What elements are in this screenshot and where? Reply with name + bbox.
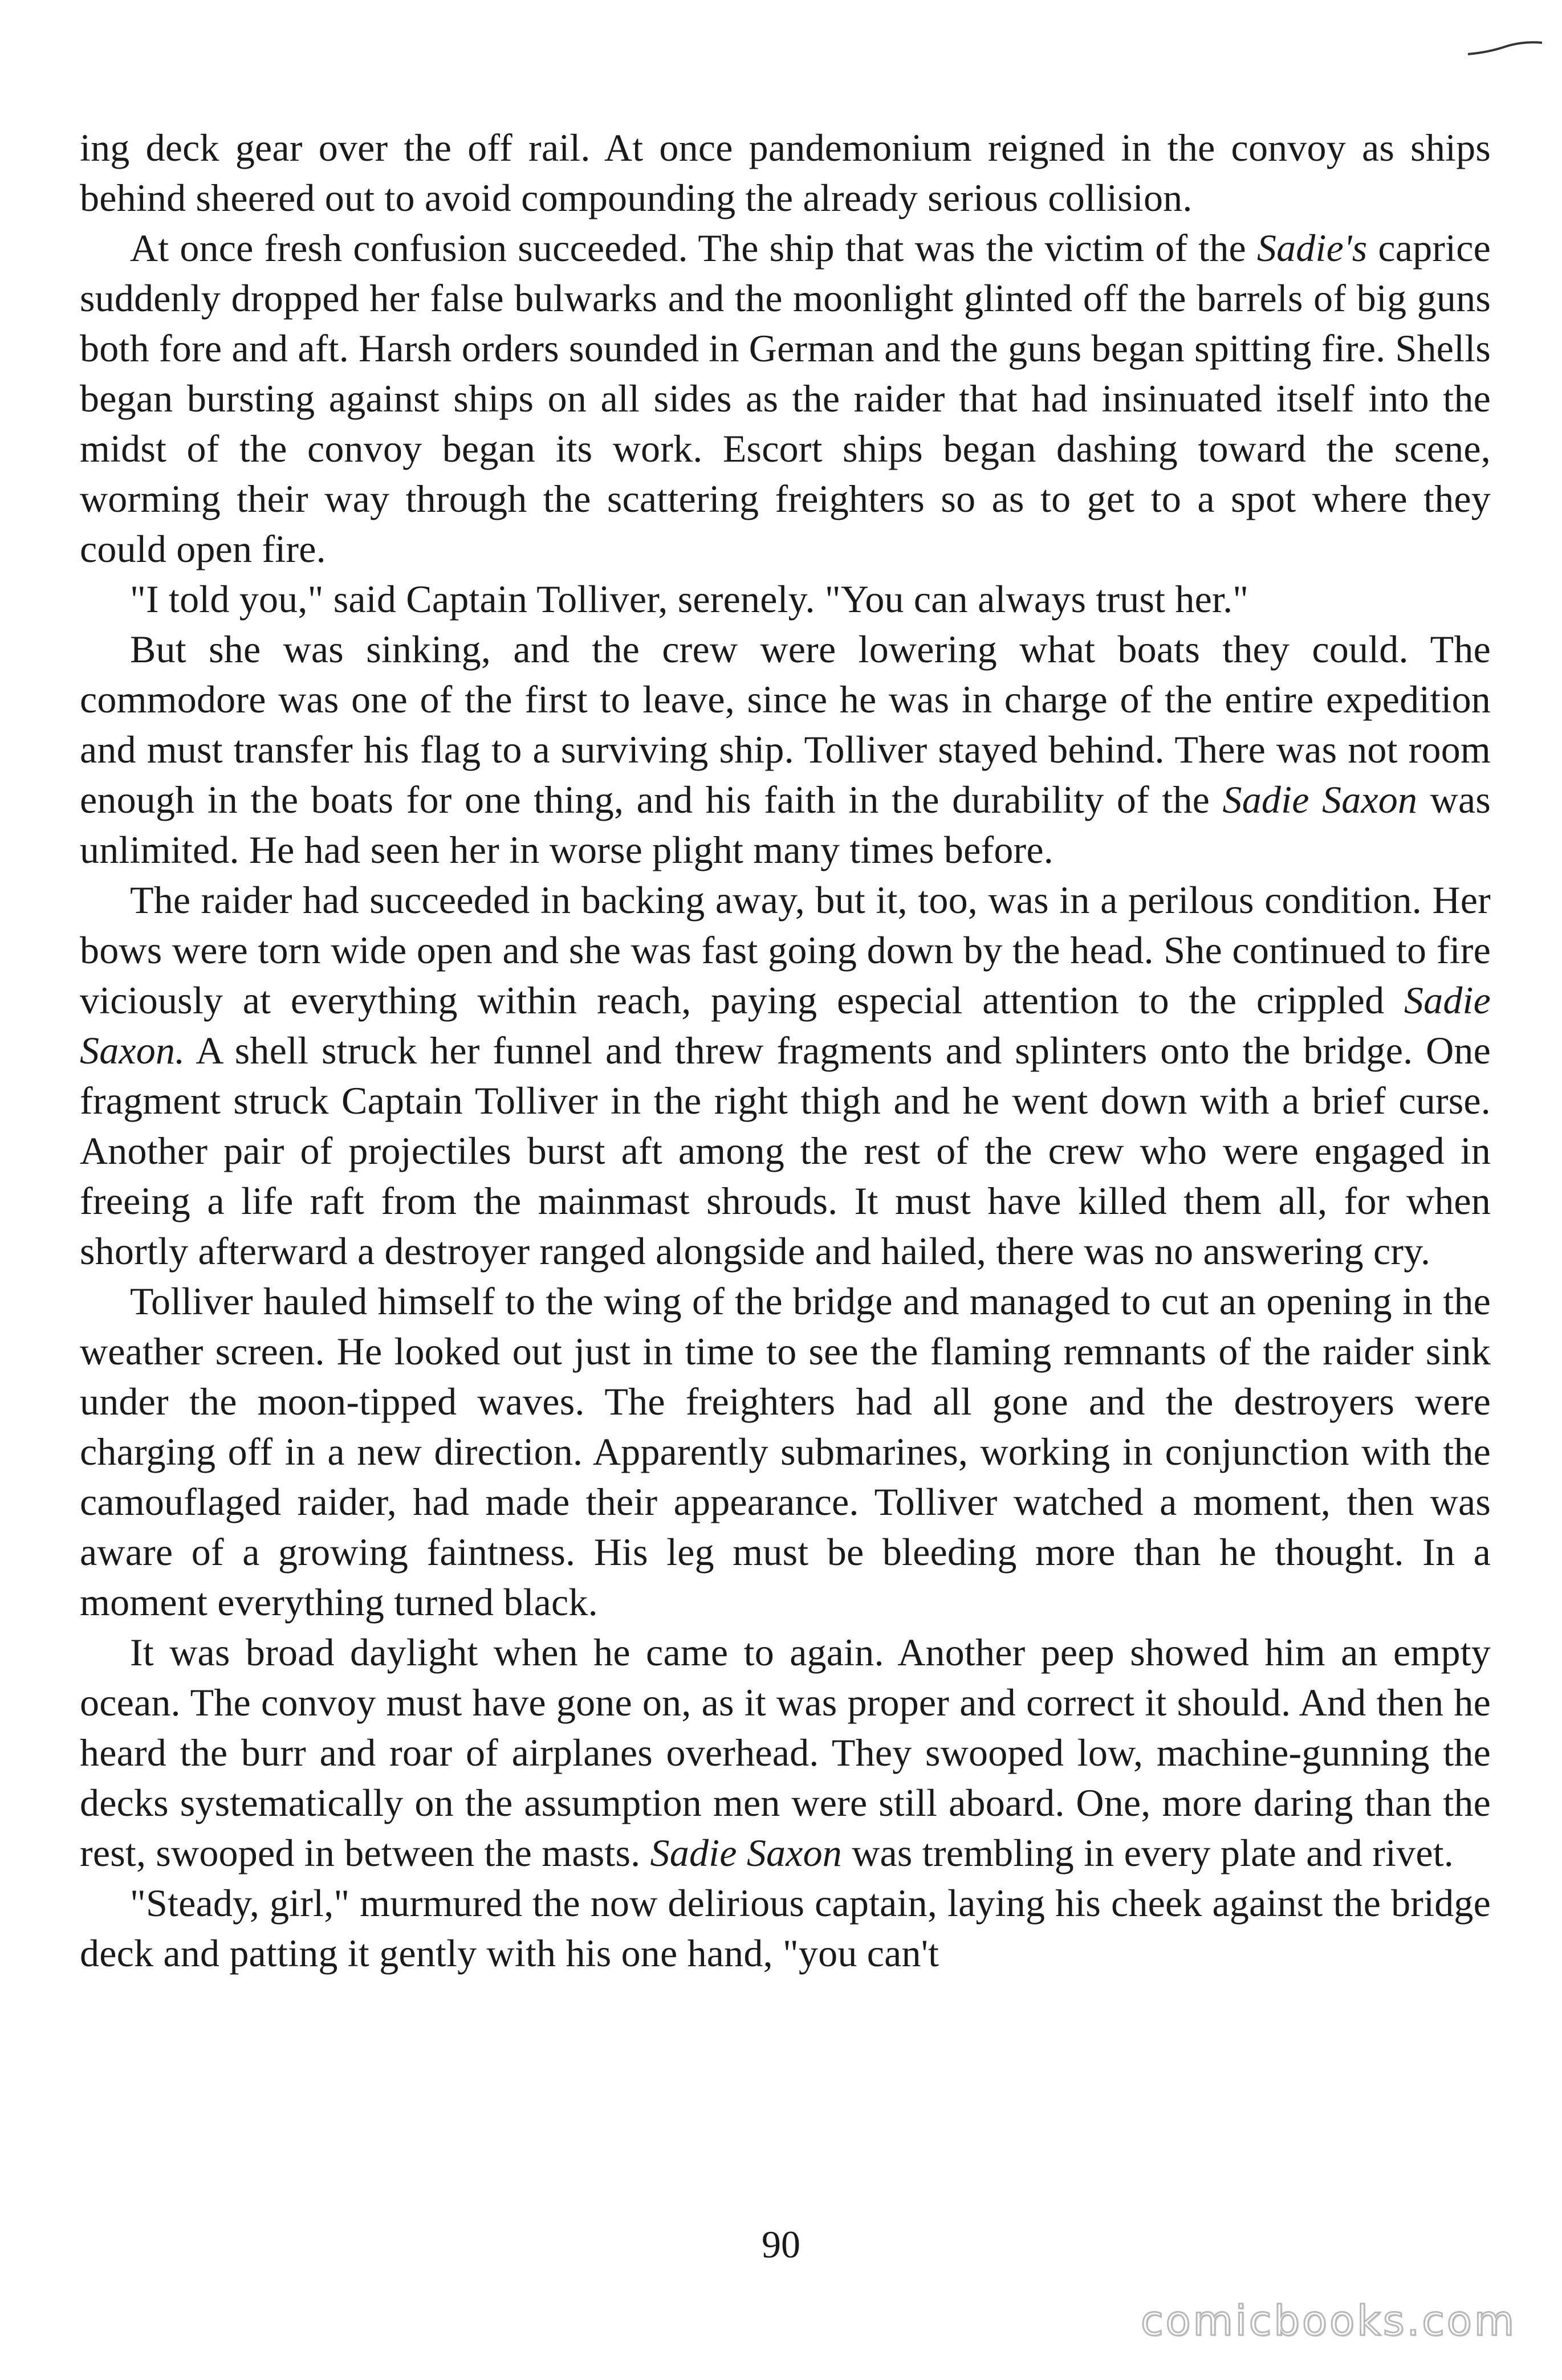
text-segment: But she was sinking, and the crew were lowering what boats they could. The commodore was one of the first to leave, since he was in charge of the entire expedition and must transfer his flag to a surviving ship. Tolliver stayed behind. There was not room enough in the boats for one thing, and his faith in the durability of the [80, 627, 1491, 821]
ship-name-italic: Sadie's [1256, 226, 1368, 270]
text-segment: was trembling in every plate and rivet. [842, 1831, 1454, 1874]
text-segment: ing deck gear over the off rail. At once pandemonium reigned in the convoy as ships behind sheered out to avoid compounding the already serious collision. [80, 126, 1491, 219]
paragraph [80, 624, 1491, 875]
text-segment: caprice suddenly dropped her false bulwarks and the moonlight glinted off the barrels of big guns both fore and aft. Harsh orders sounded in German and the guns began spitting fire. Shells began bursting against ships on all sides as the raider that had insinuated itself into the midst of the convoy began its work. Escort ships began dashing toward the scene, worming their way through the scattering freighters so as to get to a spot where they could open fire. [80, 226, 1491, 570]
ship-name-italic: Sadie Saxon [650, 1831, 843, 1874]
scan-mark [1465, 40, 1545, 57]
text-segment: A shell struck her funnel and threw fragments and splinters onto the bridge. One fragment struck Captain Tolliver in the right thigh and he went down with a brief curse. Another pair of projectiles burst aft among the rest of the crew who were engaged in freeing a life raft from the mainmast shrouds. It must have killed them all, for when shortly afterward a destroyer ranged alongside and hailed, there was no answering cry. [80, 1029, 1491, 1273]
paragraph [80, 1878, 1491, 1978]
watermark-logo: comicbooks.com [1140, 2297, 1516, 2345]
ship-name-italic: Sadie Saxon. [80, 979, 1491, 1072]
text-segment: The raider had succeeded in backing away, but it, too, was in a perilous condition. Her bows were torn wide open and she was fast going down by the head. She continued to fire viciously at everything within reach, paying especial attention to the crippled [80, 878, 1491, 1022]
page-number: 90 [762, 2223, 800, 2266]
paragraph [80, 574, 1491, 624]
body-text [80, 123, 1491, 1978]
paragraph [80, 1276, 1491, 1627]
paragraph [80, 223, 1491, 574]
text-segment: It was broad daylight when he came to again. Another peep showed him an empty ocean. The convoy must have gone on, as it was proper and correct it should. And then he heard the burr and roar of airplanes overhead. They swooped low, machine-gunning the decks systematically on the assumption men were still aboard. One, more daring than the rest, swooped in between the masts. [80, 1631, 1491, 1874]
text-segment: At once fresh confusion succeeded. The ship that was the victim of the [130, 226, 1257, 270]
paragraph [80, 875, 1491, 1276]
text-segment: "I told you," said Captain Tolliver, serenely. "You can always trust her." [130, 577, 1249, 621]
text-segment: "Steady, girl," murmured the now delirious captain, laying his cheek against the bridge deck and patting it gently with his one hand, "you can't [80, 1881, 1491, 1975]
ship-name-italic: Sadie Saxon [1222, 778, 1418, 821]
paragraph [80, 123, 1491, 223]
text-segment: was unlimited. He had seen her in worse plight many times before. [80, 778, 1491, 871]
paragraph [80, 1627, 1491, 1878]
text-segment: Tolliver hauled himself to the wing of the bridge and managed to cut an opening in the weather screen. He looked out just in time to see the flaming remnants of the raider sink under the moon-tipped waves. The freighters had all gone and the destroyers were charging off in a new direction. Apparently submarines, working in conjunction with the camouflaged raider, had made their appearance. Tolliver watched a moment, then was aware of a growing faintness. His leg must be bleeding more than he thought. In a moment everything turned black. [80, 1279, 1491, 1624]
